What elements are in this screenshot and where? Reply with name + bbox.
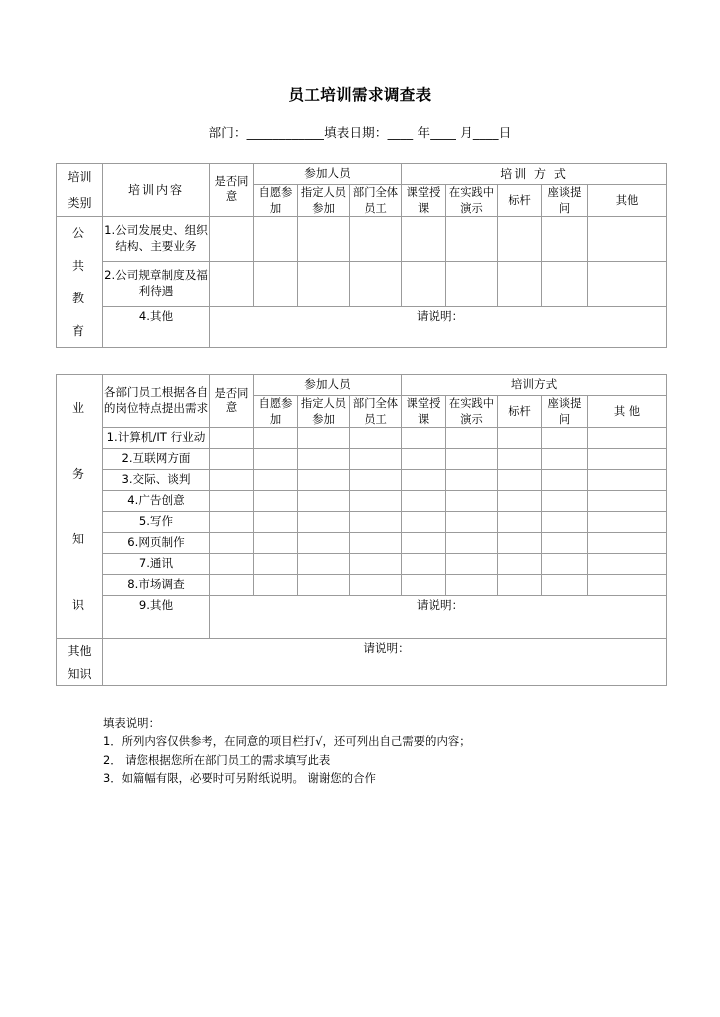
cell-practice-demo[interactable] <box>446 491 498 512</box>
cell-benchmark[interactable] <box>498 491 542 512</box>
cell-benchmark[interactable] <box>498 575 542 596</box>
separator-cell-right <box>103 348 667 375</box>
cell-classroom[interactable] <box>402 428 446 449</box>
cell-voluntary[interactable] <box>254 217 298 262</box>
cell-practice-demo[interactable] <box>446 262 498 307</box>
row-note-other[interactable]: 请说明： <box>210 596 667 639</box>
cell-other-method[interactable] <box>588 533 667 554</box>
cell-all-staff[interactable] <box>350 512 402 533</box>
header-category-l1: 类别 <box>67 195 92 210</box>
header2-content: 各部门员工根据各自的岗位特点提出需求 <box>103 375 210 428</box>
section-category-public <box>57 217 103 348</box>
row-label: 1.公司发展史、组织结构、主要业务 <box>103 217 210 262</box>
notes-heading: 填表说明： <box>103 716 160 730</box>
cell-benchmark[interactable] <box>498 470 542 491</box>
cell-agree[interactable] <box>210 512 254 533</box>
row-label: 3.交际、谈判 <box>103 470 210 491</box>
cell-other-method[interactable] <box>588 262 667 307</box>
table-row <box>57 491 667 512</box>
cell-agree[interactable] <box>210 217 254 262</box>
section-category-business-l1: 知 <box>71 532 87 547</box>
header-content: 培训内容 <box>103 164 210 217</box>
col-voluntary: 自愿参加 <box>254 185 298 217</box>
section-category-public-l1: 共 <box>71 258 87 273</box>
row-note-other-knowledge[interactable]: 请说明： <box>103 639 667 686</box>
row-label-other: 9.其他 <box>103 596 210 639</box>
col-classroom: 课堂授课 <box>402 185 446 217</box>
cell-other-method[interactable] <box>588 512 667 533</box>
col-other-method: 其 他 <box>588 396 667 428</box>
section-category-other-l1: 其他 <box>67 643 92 658</box>
cell-designated[interactable] <box>298 449 350 470</box>
section-category-other <box>57 639 103 686</box>
cell-agree[interactable] <box>210 533 254 554</box>
cell-designated[interactable] <box>298 491 350 512</box>
cell-practice-demo[interactable] <box>446 217 498 262</box>
cell-agree[interactable] <box>210 262 254 307</box>
cell-agree[interactable] <box>210 449 254 470</box>
col-designated: 指定人员参加 <box>298 396 350 428</box>
survey-table-wrapper <box>56 163 666 686</box>
row-label: 4.广告创意 <box>103 491 210 512</box>
footer-notes <box>103 714 471 788</box>
col-designated: 指定人员参加 <box>298 185 350 217</box>
cell-agree[interactable] <box>210 428 254 449</box>
table-row <box>57 470 667 491</box>
cell-classroom[interactable] <box>402 262 446 307</box>
cell-other-method[interactable] <box>588 491 667 512</box>
cell-voluntary[interactable] <box>254 428 298 449</box>
cell-practice-demo[interactable] <box>446 554 498 575</box>
cell-classroom[interactable] <box>402 491 446 512</box>
table-row <box>57 262 667 307</box>
section-category-public-l1: 公 <box>71 226 87 241</box>
row-label: 6.网页制作 <box>103 533 210 554</box>
col-other-method: 其他 <box>588 185 667 217</box>
table-row <box>57 575 667 596</box>
section-category-business <box>57 375 103 639</box>
table-row-other <box>57 596 667 639</box>
section-category-public-l1: 教 <box>71 291 87 306</box>
cell-all-staff[interactable] <box>350 217 402 262</box>
col-practice-demo: 在实践中演示 <box>446 396 498 428</box>
cell-agree[interactable] <box>210 575 254 596</box>
cell-all-staff[interactable] <box>350 428 402 449</box>
header2-row-top <box>57 375 667 396</box>
table-row <box>57 554 667 575</box>
section-category-business-l1: 业 <box>71 400 87 415</box>
cell-other-method[interactable] <box>588 428 667 449</box>
cell-practice-demo[interactable] <box>446 512 498 533</box>
page-title: 员工培训需求调查表 <box>288 86 432 104</box>
table-row-other-knowledge <box>57 639 667 686</box>
cell-all-staff[interactable] <box>350 575 402 596</box>
cell-other-method[interactable] <box>588 470 667 491</box>
cell-discussion[interactable] <box>542 533 588 554</box>
cell-discussion[interactable] <box>542 217 588 262</box>
cell-classroom[interactable] <box>402 449 446 470</box>
cell-voluntary[interactable] <box>254 449 298 470</box>
cell-all-staff[interactable] <box>350 491 402 512</box>
form-meta-line: 部门：____________填表日期：____ 年____ 月____日 <box>208 125 512 140</box>
col-all-staff: 部门全体员工 <box>350 185 402 217</box>
col-benchmark: 标杆 <box>498 185 542 217</box>
cell-other-method[interactable] <box>588 575 667 596</box>
cell-voluntary[interactable] <box>254 575 298 596</box>
col-classroom: 课堂授课 <box>402 396 446 428</box>
cell-benchmark[interactable] <box>498 449 542 470</box>
cell-benchmark[interactable] <box>498 554 542 575</box>
cell-agree[interactable] <box>210 470 254 491</box>
cell-designated[interactable] <box>298 262 350 307</box>
header2-method-group: 培训方式 <box>402 375 667 396</box>
cell-benchmark[interactable] <box>498 533 542 554</box>
header2-participants-group: 参加人员 <box>254 375 402 396</box>
cell-voluntary[interactable] <box>254 491 298 512</box>
cell-all-staff[interactable] <box>350 449 402 470</box>
table-row <box>57 512 667 533</box>
header-category <box>57 164 103 217</box>
cell-designated[interactable] <box>298 512 350 533</box>
cell-discussion[interactable] <box>542 449 588 470</box>
header-category-l1: 培训 <box>67 169 92 184</box>
table-row <box>57 217 667 262</box>
cell-designated[interactable] <box>298 575 350 596</box>
separator-cell-left <box>57 348 103 375</box>
table-row <box>57 449 667 470</box>
cell-all-staff[interactable] <box>350 470 402 491</box>
cell-designated[interactable] <box>298 217 350 262</box>
cell-agree[interactable] <box>210 491 254 512</box>
cell-discussion[interactable] <box>542 470 588 491</box>
col-benchmark: 标杆 <box>498 396 542 428</box>
notes-item-1: 1．所列内容仅供参考，在同意的项目栏打√，还可列出自己需要的内容； <box>103 734 471 749</box>
section-separator-row <box>57 348 667 375</box>
header-row-top <box>57 164 667 185</box>
section-category-business-l1: 识 <box>71 598 87 613</box>
cell-discussion[interactable] <box>542 491 588 512</box>
cell-classroom[interactable] <box>402 533 446 554</box>
section-category-business-l1: 务 <box>71 466 87 481</box>
col-practice-demo: 在实践中演示 <box>446 185 498 217</box>
section-category-other-l1: 知识 <box>67 666 92 681</box>
cell-designated[interactable] <box>298 554 350 575</box>
cell-designated[interactable] <box>298 470 350 491</box>
cell-practice-demo[interactable] <box>446 533 498 554</box>
cell-discussion[interactable] <box>542 428 588 449</box>
training-needs-table <box>56 163 667 686</box>
col-discussion: 座谈提问 <box>542 396 588 428</box>
row-label: 1.计算机/IT 行业动 <box>103 428 210 449</box>
row-label: 7.通讯 <box>103 554 210 575</box>
cell-other-method[interactable] <box>588 554 667 575</box>
row-note-other[interactable]: 请说明： <box>210 307 667 348</box>
row-label: 2.公司规章制度及福利待遇 <box>103 262 210 307</box>
header2-agree: 是否同意 <box>210 375 254 428</box>
col-all-staff: 部门全体员工 <box>350 396 402 428</box>
cell-voluntary[interactable] <box>254 512 298 533</box>
notes-item-3: 3．如篇幅有限，必要时可另附纸说明。 谢谢您的合作 <box>103 771 376 786</box>
cell-discussion[interactable] <box>542 512 588 533</box>
cell-all-staff[interactable] <box>350 533 402 554</box>
cell-voluntary[interactable] <box>254 554 298 575</box>
cell-practice-demo[interactable] <box>446 470 498 491</box>
table-row <box>57 533 667 554</box>
cell-other-method[interactable] <box>588 217 667 262</box>
row-label: 2.互联网方面 <box>103 449 210 470</box>
cell-all-staff[interactable] <box>350 262 402 307</box>
cell-all-staff[interactable] <box>350 554 402 575</box>
table-row <box>57 428 667 449</box>
section-category-public-l1: 育 <box>71 323 87 338</box>
cell-discussion[interactable] <box>542 554 588 575</box>
cell-other-method[interactable] <box>588 449 667 470</box>
row-label: 5.写作 <box>103 512 210 533</box>
row-label: 8.市场调查 <box>103 575 210 596</box>
cell-designated[interactable] <box>298 428 350 449</box>
cell-practice-demo[interactable] <box>446 575 498 596</box>
header-agree: 是否同意 <box>210 164 254 217</box>
header-method-group: 培训 方 式 <box>402 164 667 185</box>
cell-classroom[interactable] <box>402 554 446 575</box>
cell-practice-demo[interactable] <box>446 428 498 449</box>
row-label-other: 4.其他 <box>103 307 210 348</box>
cell-agree[interactable] <box>210 554 254 575</box>
cell-voluntary[interactable] <box>254 533 298 554</box>
notes-item-2: 2． 请您根据您所在部门员工的需求填写此表 <box>103 752 331 767</box>
cell-discussion[interactable] <box>542 262 588 307</box>
cell-practice-demo[interactable] <box>446 449 498 470</box>
cell-designated[interactable] <box>298 533 350 554</box>
cell-discussion[interactable] <box>542 575 588 596</box>
cell-classroom[interactable] <box>402 217 446 262</box>
cell-voluntary[interactable] <box>254 262 298 307</box>
col-voluntary: 自愿参加 <box>254 396 298 428</box>
col-discussion: 座谈提问 <box>542 185 588 217</box>
cell-voluntary[interactable] <box>254 470 298 491</box>
cell-benchmark[interactable] <box>498 512 542 533</box>
cell-classroom[interactable] <box>402 512 446 533</box>
header-participants-group: 参加人员 <box>254 164 402 185</box>
table-row-other <box>57 307 667 348</box>
cell-classroom[interactable] <box>402 575 446 596</box>
cell-classroom[interactable] <box>402 470 446 491</box>
cell-benchmark[interactable] <box>498 217 542 262</box>
cell-benchmark[interactable] <box>498 428 542 449</box>
cell-benchmark[interactable] <box>498 262 542 307</box>
